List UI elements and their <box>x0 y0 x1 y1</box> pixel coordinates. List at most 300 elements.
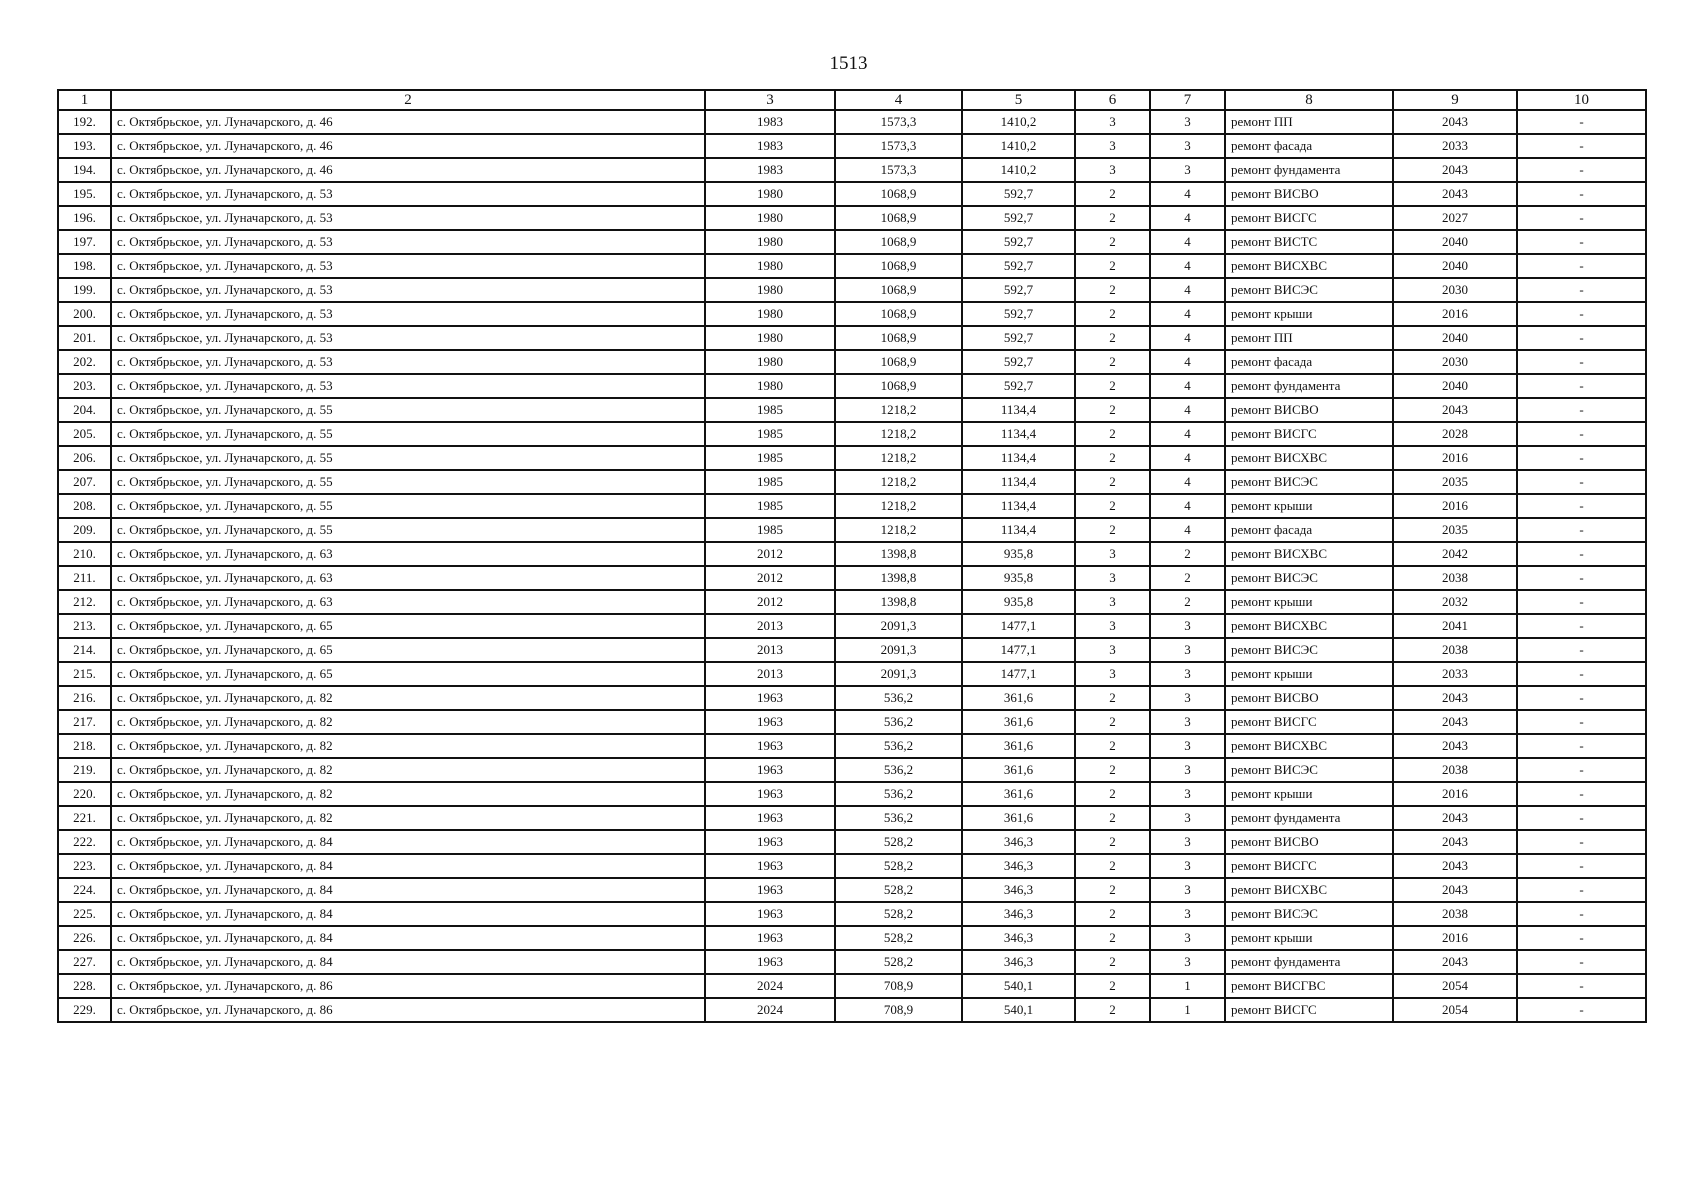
table-row <box>58 446 1646 470</box>
living-area-cell: 1477,1 <box>962 614 1075 638</box>
table-row <box>58 854 1646 878</box>
planned-year-cell: 2035 <box>1393 470 1517 494</box>
address-cell: с. Октябрьское, ул. Луначарского, д. 53 <box>111 350 705 374</box>
address-cell: с. Октябрьское, ул. Луначарского, д. 84 <box>111 830 705 854</box>
living-area-cell: 1410,2 <box>962 110 1075 134</box>
year-cell: 1963 <box>705 686 835 710</box>
row-number: 205. <box>58 422 111 446</box>
work-type-cell: ремонт фундамента <box>1225 806 1393 830</box>
note-cell: - <box>1517 782 1646 806</box>
table-row <box>58 830 1646 854</box>
column-header: 9 <box>1393 90 1517 110</box>
year-cell: 1985 <box>705 446 835 470</box>
entrances-cell: 3 <box>1150 902 1225 926</box>
address-cell: с. Октябрьское, ул. Луначарского, д. 84 <box>111 950 705 974</box>
address-cell: с. Октябрьское, ул. Луначарского, д. 53 <box>111 254 705 278</box>
planned-year-cell: 2035 <box>1393 518 1517 542</box>
work-type-cell: ремонт фасада <box>1225 350 1393 374</box>
column-header: 4 <box>835 90 962 110</box>
work-type-cell: ремонт ВИСХВС <box>1225 878 1393 902</box>
note-cell: - <box>1517 374 1646 398</box>
address-cell: с. Октябрьское, ул. Луначарского, д. 55 <box>111 518 705 542</box>
year-cell: 1963 <box>705 926 835 950</box>
planned-year-cell: 2054 <box>1393 998 1517 1022</box>
year-cell: 1980 <box>705 302 835 326</box>
work-type-cell: ремонт ВИСГС <box>1225 422 1393 446</box>
note-cell: - <box>1517 830 1646 854</box>
total-area-cell: 1573,3 <box>835 158 962 182</box>
table-row <box>58 758 1646 782</box>
floors-cell: 2 <box>1075 974 1150 998</box>
floors-cell: 2 <box>1075 806 1150 830</box>
address-cell: с. Октябрьское, ул. Луначарского, д. 53 <box>111 230 705 254</box>
living-area-cell: 361,6 <box>962 734 1075 758</box>
note-cell: - <box>1517 734 1646 758</box>
living-area-cell: 592,7 <box>962 230 1075 254</box>
work-type-cell: ремонт ВИСХВС <box>1225 254 1393 278</box>
address-cell: с. Октябрьское, ул. Луначарского, д. 63 <box>111 542 705 566</box>
row-number: 214. <box>58 638 111 662</box>
entrances-cell: 3 <box>1150 110 1225 134</box>
total-area-cell: 536,2 <box>835 758 962 782</box>
planned-year-cell: 2033 <box>1393 662 1517 686</box>
work-type-cell: ремонт крыши <box>1225 662 1393 686</box>
entrances-cell: 4 <box>1150 230 1225 254</box>
note-cell: - <box>1517 470 1646 494</box>
floors-cell: 3 <box>1075 590 1150 614</box>
year-cell: 1963 <box>705 734 835 758</box>
year-cell: 1963 <box>705 710 835 734</box>
planned-year-cell: 2054 <box>1393 974 1517 998</box>
floors-cell: 2 <box>1075 422 1150 446</box>
floors-cell: 2 <box>1075 182 1150 206</box>
entrances-cell: 3 <box>1150 158 1225 182</box>
living-area-cell: 592,7 <box>962 374 1075 398</box>
living-area-cell: 361,6 <box>962 710 1075 734</box>
address-cell: с. Октябрьское, ул. Луначарского, д. 82 <box>111 758 705 782</box>
work-type-cell: ремонт ПП <box>1225 326 1393 350</box>
total-area-cell: 528,2 <box>835 830 962 854</box>
planned-year-cell: 2038 <box>1393 566 1517 590</box>
entrances-cell: 4 <box>1150 446 1225 470</box>
work-type-cell: ремонт ВИСТС <box>1225 230 1393 254</box>
total-area-cell: 1218,2 <box>835 518 962 542</box>
row-number: 198. <box>58 254 111 278</box>
floors-cell: 2 <box>1075 878 1150 902</box>
table-row <box>58 110 1646 134</box>
table-row <box>58 158 1646 182</box>
work-type-cell: ремонт ВИСГС <box>1225 854 1393 878</box>
planned-year-cell: 2038 <box>1393 638 1517 662</box>
living-area-cell: 361,6 <box>962 782 1075 806</box>
address-cell: с. Октябрьское, ул. Луначарского, д. 55 <box>111 398 705 422</box>
year-cell: 1983 <box>705 158 835 182</box>
floors-cell: 2 <box>1075 326 1150 350</box>
row-number: 202. <box>58 350 111 374</box>
note-cell: - <box>1517 638 1646 662</box>
row-number: 228. <box>58 974 111 998</box>
year-cell: 2024 <box>705 974 835 998</box>
living-area-cell: 1134,4 <box>962 422 1075 446</box>
table-row <box>58 566 1646 590</box>
entrances-cell: 3 <box>1150 686 1225 710</box>
address-cell: с. Октябрьское, ул. Луначарского, д. 46 <box>111 158 705 182</box>
year-cell: 2013 <box>705 638 835 662</box>
table-row <box>58 254 1646 278</box>
entrances-cell: 4 <box>1150 326 1225 350</box>
floors-cell: 2 <box>1075 734 1150 758</box>
entrances-cell: 3 <box>1150 878 1225 902</box>
floors-cell: 3 <box>1075 134 1150 158</box>
row-number: 204. <box>58 398 111 422</box>
column-header: 6 <box>1075 90 1150 110</box>
note-cell: - <box>1517 686 1646 710</box>
entrances-cell: 3 <box>1150 782 1225 806</box>
floors-cell: 3 <box>1075 566 1150 590</box>
total-area-cell: 2091,3 <box>835 614 962 638</box>
planned-year-cell: 2030 <box>1393 278 1517 302</box>
year-cell: 1980 <box>705 326 835 350</box>
row-number: 224. <box>58 878 111 902</box>
total-area-cell: 1398,8 <box>835 566 962 590</box>
planned-year-cell: 2043 <box>1393 950 1517 974</box>
table-row <box>58 662 1646 686</box>
planned-year-cell: 2043 <box>1393 710 1517 734</box>
table-row <box>58 974 1646 998</box>
work-type-cell: ремонт крыши <box>1225 494 1393 518</box>
entrances-cell: 3 <box>1150 134 1225 158</box>
table-row <box>58 590 1646 614</box>
living-area-cell: 1134,4 <box>962 398 1075 422</box>
address-cell: с. Октябрьское, ул. Луначарского, д. 65 <box>111 614 705 638</box>
note-cell: - <box>1517 998 1646 1022</box>
planned-year-cell: 2016 <box>1393 446 1517 470</box>
address-cell: с. Октябрьское, ул. Луначарского, д. 84 <box>111 926 705 950</box>
planned-year-cell: 2043 <box>1393 398 1517 422</box>
entrances-cell: 3 <box>1150 926 1225 950</box>
floors-cell: 2 <box>1075 278 1150 302</box>
note-cell: - <box>1517 326 1646 350</box>
note-cell: - <box>1517 566 1646 590</box>
entrances-cell: 4 <box>1150 494 1225 518</box>
year-cell: 2012 <box>705 590 835 614</box>
note-cell: - <box>1517 758 1646 782</box>
address-cell: с. Октябрьское, ул. Луначарского, д. 84 <box>111 854 705 878</box>
entrances-cell: 4 <box>1150 302 1225 326</box>
floors-cell: 2 <box>1075 758 1150 782</box>
entrances-cell: 3 <box>1150 638 1225 662</box>
table-row <box>58 398 1646 422</box>
table-row <box>58 350 1646 374</box>
total-area-cell: 1573,3 <box>835 110 962 134</box>
year-cell: 1963 <box>705 878 835 902</box>
planned-year-cell: 2043 <box>1393 806 1517 830</box>
address-cell: с. Октябрьское, ул. Луначарского, д. 82 <box>111 806 705 830</box>
entrances-cell: 4 <box>1150 182 1225 206</box>
address-cell: с. Октябрьское, ул. Луначарского, д. 55 <box>111 446 705 470</box>
year-cell: 1963 <box>705 902 835 926</box>
planned-year-cell: 2040 <box>1393 254 1517 278</box>
table-row <box>58 542 1646 566</box>
work-type-cell: ремонт ВИСВО <box>1225 830 1393 854</box>
floors-cell: 2 <box>1075 206 1150 230</box>
row-number: 192. <box>58 110 111 134</box>
planned-year-cell: 2016 <box>1393 494 1517 518</box>
entrances-cell: 4 <box>1150 278 1225 302</box>
column-header: 1 <box>58 90 111 110</box>
address-cell: с. Октябрьское, ул. Луначарского, д. 55 <box>111 422 705 446</box>
note-cell: - <box>1517 878 1646 902</box>
table-row <box>58 230 1646 254</box>
row-number: 211. <box>58 566 111 590</box>
floors-cell: 3 <box>1075 662 1150 686</box>
address-cell: с. Октябрьское, ул. Луначарского, д. 53 <box>111 182 705 206</box>
address-cell: с. Октябрьское, ул. Луначарского, д. 86 <box>111 974 705 998</box>
planned-year-cell: 2033 <box>1393 134 1517 158</box>
floors-cell: 2 <box>1075 374 1150 398</box>
table-row <box>58 278 1646 302</box>
work-type-cell: ремонт крыши <box>1225 302 1393 326</box>
note-cell: - <box>1517 278 1646 302</box>
planned-year-cell: 2043 <box>1393 158 1517 182</box>
entrances-cell: 4 <box>1150 518 1225 542</box>
floors-cell: 2 <box>1075 950 1150 974</box>
column-header: 10 <box>1517 90 1646 110</box>
year-cell: 1963 <box>705 950 835 974</box>
floors-cell: 2 <box>1075 830 1150 854</box>
floors-cell: 2 <box>1075 998 1150 1022</box>
address-cell: с. Октябрьское, ул. Луначарского, д. 65 <box>111 638 705 662</box>
row-number: 219. <box>58 758 111 782</box>
table-row <box>58 878 1646 902</box>
planned-year-cell: 2043 <box>1393 854 1517 878</box>
table-row <box>58 638 1646 662</box>
row-number: 225. <box>58 902 111 926</box>
note-cell: - <box>1517 302 1646 326</box>
living-area-cell: 346,3 <box>962 926 1075 950</box>
floors-cell: 3 <box>1075 110 1150 134</box>
entrances-cell: 4 <box>1150 254 1225 278</box>
floors-cell: 3 <box>1075 638 1150 662</box>
work-type-cell: ремонт ВИСГС <box>1225 998 1393 1022</box>
total-area-cell: 528,2 <box>835 854 962 878</box>
floors-cell: 2 <box>1075 902 1150 926</box>
living-area-cell: 1134,4 <box>962 446 1075 470</box>
table-row <box>58 686 1646 710</box>
year-cell: 2013 <box>705 614 835 638</box>
row-number: 218. <box>58 734 111 758</box>
address-cell: с. Октябрьское, ул. Луначарского, д. 63 <box>111 590 705 614</box>
column-header: 5 <box>962 90 1075 110</box>
living-area-cell: 361,6 <box>962 758 1075 782</box>
note-cell: - <box>1517 494 1646 518</box>
entrances-cell: 4 <box>1150 374 1225 398</box>
entrances-cell: 3 <box>1150 662 1225 686</box>
work-type-cell: ремонт ВИСЭС <box>1225 758 1393 782</box>
row-number: 197. <box>58 230 111 254</box>
floors-cell: 2 <box>1075 782 1150 806</box>
entrances-cell: 4 <box>1150 350 1225 374</box>
work-type-cell: ремонт ВИСГС <box>1225 710 1393 734</box>
entrances-cell: 3 <box>1150 806 1225 830</box>
work-type-cell: ремонт ВИСХВС <box>1225 446 1393 470</box>
column-header: 8 <box>1225 90 1393 110</box>
planned-year-cell: 2043 <box>1393 734 1517 758</box>
note-cell: - <box>1517 446 1646 470</box>
table-row <box>58 926 1646 950</box>
total-area-cell: 1218,2 <box>835 398 962 422</box>
living-area-cell: 361,6 <box>962 806 1075 830</box>
floors-cell: 2 <box>1075 710 1150 734</box>
entrances-cell: 2 <box>1150 590 1225 614</box>
work-type-cell: ремонт крыши <box>1225 590 1393 614</box>
row-number: 207. <box>58 470 111 494</box>
note-cell: - <box>1517 614 1646 638</box>
row-number: 216. <box>58 686 111 710</box>
note-cell: - <box>1517 398 1646 422</box>
work-type-cell: ремонт ВИСГС <box>1225 206 1393 230</box>
note-cell: - <box>1517 710 1646 734</box>
entrances-cell: 3 <box>1150 830 1225 854</box>
address-cell: с. Октябрьское, ул. Луначарского, д. 53 <box>111 206 705 230</box>
total-area-cell: 528,2 <box>835 878 962 902</box>
entrances-cell: 3 <box>1150 950 1225 974</box>
work-type-cell: ремонт ВИСХВС <box>1225 614 1393 638</box>
year-cell: 2012 <box>705 566 835 590</box>
row-number: 212. <box>58 590 111 614</box>
living-area-cell: 592,7 <box>962 326 1075 350</box>
work-type-cell: ремонт ВИСЭС <box>1225 278 1393 302</box>
year-cell: 1963 <box>705 830 835 854</box>
living-area-cell: 1410,2 <box>962 134 1075 158</box>
floors-cell: 2 <box>1075 494 1150 518</box>
row-number: 222. <box>58 830 111 854</box>
year-cell: 1980 <box>705 230 835 254</box>
planned-year-cell: 2043 <box>1393 830 1517 854</box>
living-area-cell: 1477,1 <box>962 638 1075 662</box>
total-area-cell: 1573,3 <box>835 134 962 158</box>
floors-cell: 2 <box>1075 254 1150 278</box>
work-type-cell: ремонт ВИСЭС <box>1225 566 1393 590</box>
address-cell: с. Октябрьское, ул. Луначарского, д. 82 <box>111 734 705 758</box>
entrances-cell: 4 <box>1150 398 1225 422</box>
work-type-cell: ремонт ВИСВО <box>1225 398 1393 422</box>
planned-year-cell: 2042 <box>1393 542 1517 566</box>
repair-schedule-table <box>57 89 1647 1023</box>
living-area-cell: 346,3 <box>962 902 1075 926</box>
work-type-cell: ремонт ВИСВО <box>1225 182 1393 206</box>
row-number: 215. <box>58 662 111 686</box>
year-cell: 1983 <box>705 134 835 158</box>
year-cell: 2024 <box>705 998 835 1022</box>
year-cell: 1980 <box>705 374 835 398</box>
year-cell: 2012 <box>705 542 835 566</box>
work-type-cell: ремонт ПП <box>1225 110 1393 134</box>
row-number: 199. <box>58 278 111 302</box>
address-cell: с. Октябрьское, ул. Луначарского, д. 63 <box>111 566 705 590</box>
total-area-cell: 536,2 <box>835 686 962 710</box>
year-cell: 1985 <box>705 494 835 518</box>
entrances-cell: 1 <box>1150 998 1225 1022</box>
address-cell: с. Октябрьское, ул. Луначарского, д. 84 <box>111 902 705 926</box>
living-area-cell: 592,7 <box>962 278 1075 302</box>
entrances-cell: 2 <box>1150 566 1225 590</box>
floors-cell: 2 <box>1075 854 1150 878</box>
year-cell: 2013 <box>705 662 835 686</box>
work-type-cell: ремонт фасада <box>1225 518 1393 542</box>
total-area-cell: 1068,9 <box>835 182 962 206</box>
floors-cell: 3 <box>1075 614 1150 638</box>
living-area-cell: 592,7 <box>962 254 1075 278</box>
address-cell: с. Октябрьское, ул. Луначарского, д. 53 <box>111 302 705 326</box>
planned-year-cell: 2043 <box>1393 686 1517 710</box>
year-cell: 1985 <box>705 518 835 542</box>
address-cell: с. Октябрьское, ул. Луначарского, д. 46 <box>111 110 705 134</box>
living-area-cell: 540,1 <box>962 974 1075 998</box>
work-type-cell: ремонт ВИСЭС <box>1225 638 1393 662</box>
row-number: 217. <box>58 710 111 734</box>
year-cell: 1985 <box>705 422 835 446</box>
table-row <box>58 206 1646 230</box>
note-cell: - <box>1517 182 1646 206</box>
entrances-cell: 3 <box>1150 758 1225 782</box>
planned-year-cell: 2040 <box>1393 230 1517 254</box>
living-area-cell: 592,7 <box>962 302 1075 326</box>
entrances-cell: 4 <box>1150 470 1225 494</box>
planned-year-cell: 2038 <box>1393 902 1517 926</box>
address-cell: с. Октябрьское, ул. Луначарского, д. 55 <box>111 470 705 494</box>
planned-year-cell: 2043 <box>1393 110 1517 134</box>
planned-year-cell: 2030 <box>1393 350 1517 374</box>
row-number: 209. <box>58 518 111 542</box>
table-row <box>58 518 1646 542</box>
note-cell: - <box>1517 854 1646 878</box>
living-area-cell: 346,3 <box>962 950 1075 974</box>
floors-cell: 2 <box>1075 350 1150 374</box>
note-cell: - <box>1517 902 1646 926</box>
floors-cell: 3 <box>1075 158 1150 182</box>
living-area-cell: 1410,2 <box>962 158 1075 182</box>
note-cell: - <box>1517 230 1646 254</box>
living-area-cell: 935,8 <box>962 590 1075 614</box>
work-type-cell: ремонт ВИСВО <box>1225 686 1393 710</box>
row-number: 200. <box>58 302 111 326</box>
table-row <box>58 902 1646 926</box>
year-cell: 1980 <box>705 206 835 230</box>
year-cell: 1985 <box>705 398 835 422</box>
row-number: 227. <box>58 950 111 974</box>
table-row <box>58 470 1646 494</box>
year-cell: 1980 <box>705 350 835 374</box>
address-cell: с. Октябрьское, ул. Луначарского, д. 55 <box>111 494 705 518</box>
table-row <box>58 998 1646 1022</box>
entrances-cell: 2 <box>1150 542 1225 566</box>
column-header: 2 <box>111 90 705 110</box>
planned-year-cell: 2043 <box>1393 878 1517 902</box>
planned-year-cell: 2027 <box>1393 206 1517 230</box>
living-area-cell: 361,6 <box>962 686 1075 710</box>
table-row <box>58 710 1646 734</box>
entrances-cell: 4 <box>1150 422 1225 446</box>
floors-cell: 3 <box>1075 542 1150 566</box>
row-number: 194. <box>58 158 111 182</box>
table-row <box>58 494 1646 518</box>
planned-year-cell: 2016 <box>1393 302 1517 326</box>
total-area-cell: 1068,9 <box>835 230 962 254</box>
address-cell: с. Октябрьское, ул. Луначарского, д. 46 <box>111 134 705 158</box>
row-number: 213. <box>58 614 111 638</box>
total-area-cell: 1218,2 <box>835 422 962 446</box>
